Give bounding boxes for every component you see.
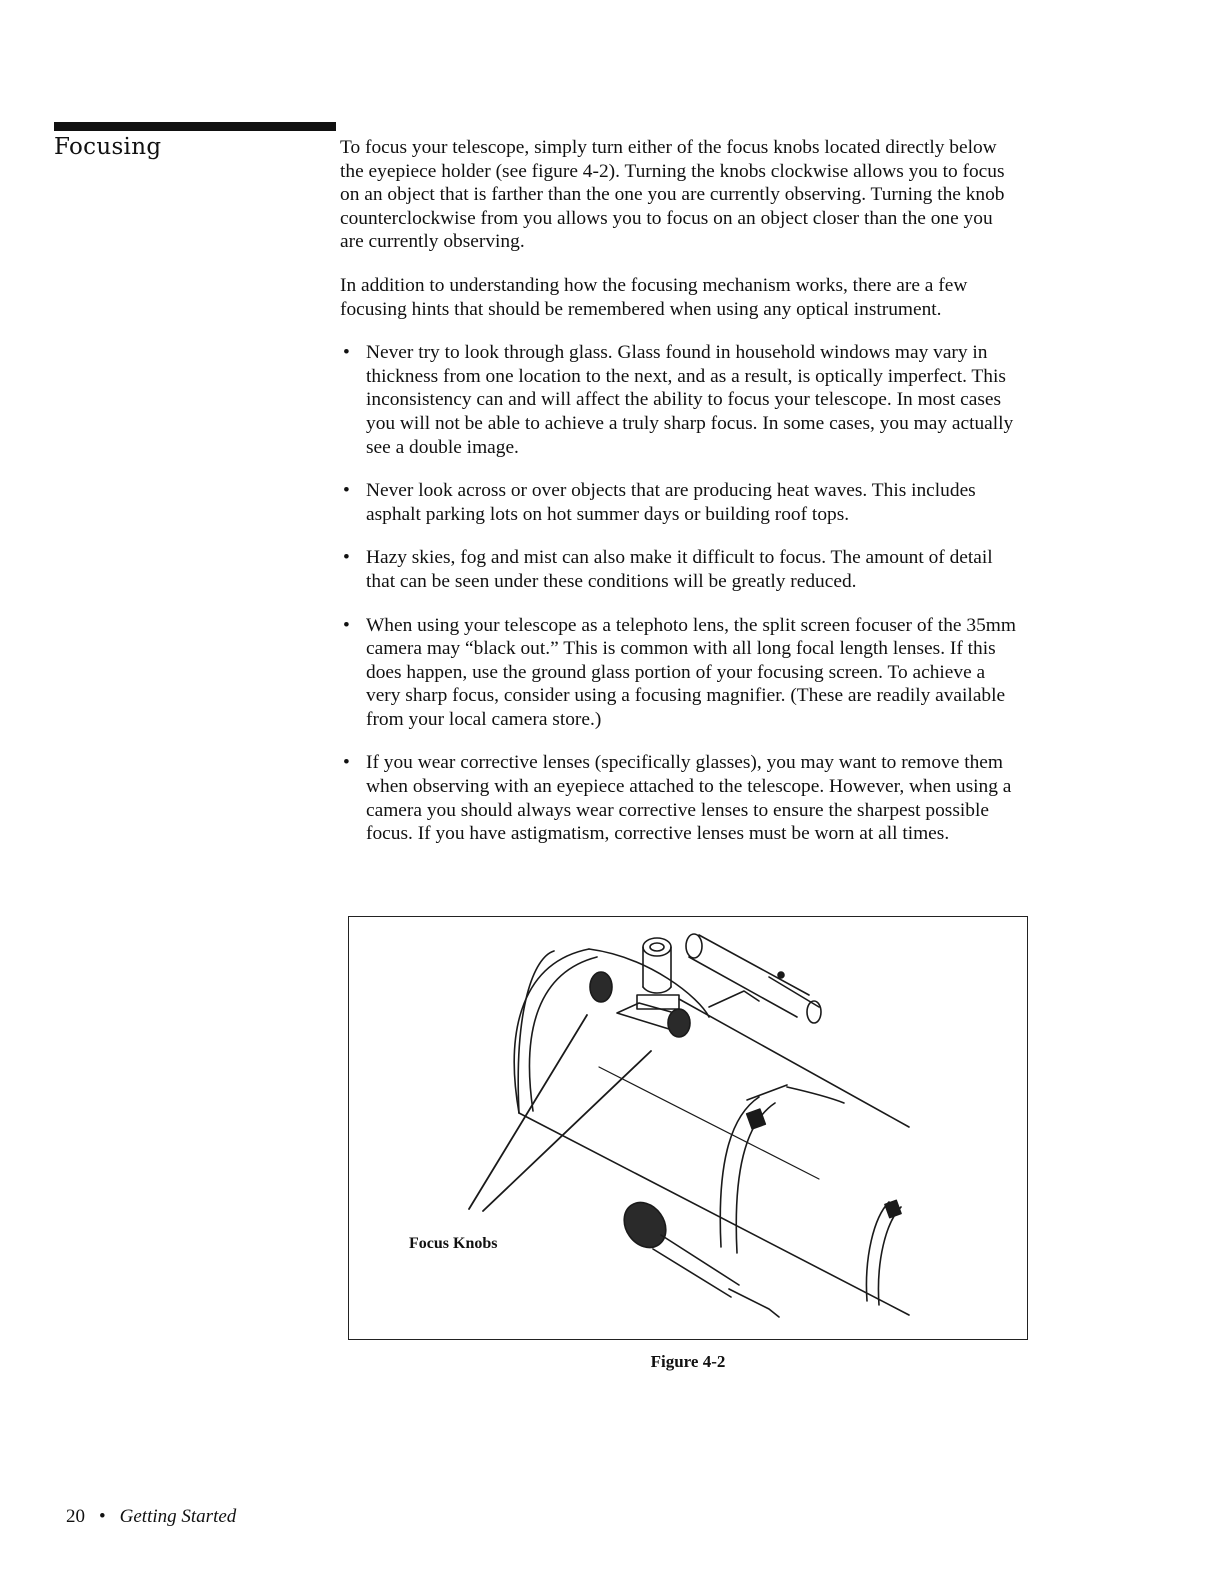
telescope-tube: [514, 949, 909, 1315]
finderscope: [686, 934, 821, 1023]
bullet-icon: •: [343, 752, 350, 774]
list-item-text: Never look across or over objects that are producing heat waves. This includes asphalt parking lots on hot summer days or building roof tops.: [366, 480, 976, 525]
list-item: [340, 341, 1020, 459]
tube-ring: [720, 1085, 901, 1305]
footer-separator: •: [99, 1506, 106, 1527]
bullet-icon: •: [343, 547, 350, 569]
bullet-icon: •: [343, 614, 350, 636]
list-item-text: Hazy skies, fog and mist can also make it difficult to focus. The amount of detail that can be seen under these conditions will be greatly reduced.: [366, 547, 993, 592]
focuser-assembly: [590, 938, 690, 1037]
bullet-icon: •: [343, 480, 350, 502]
page-number: 20: [66, 1506, 85, 1527]
slow-motion-knob: [616, 1194, 779, 1317]
list-item: [340, 546, 1020, 593]
body-text: [340, 136, 1020, 866]
telescope-illustration: [349, 917, 1028, 1340]
list-item-text: When using your telescope as a telephoto lens, the split screen focuser of the 35mm camera may “black out.” This is common with all long focal length lenses. If this does happen, use the ground glass portion of your focusing screen. To achieve a very sharp focus, consider using a focusing magnifier. (These are readily available from your local camera store.): [366, 614, 1016, 730]
callout-leader-lines: [469, 1015, 651, 1211]
list-item: [340, 751, 1020, 845]
page-footer: [66, 1506, 236, 1528]
figure-caption: Figure 4-2: [650, 1352, 726, 1371]
paragraph: To focus your telescope, simply turn either of the focus knobs located directly below the eyepiece holder (see figure 4-2). Turning the knobs clockwise allows you to focus on an object that is farther than the one you are currently observing. Turning the knob counterclockwise from you allows you to focus on an object closer than the one you are currently observing.: [340, 137, 1005, 253]
bullet-icon: •: [343, 342, 350, 364]
figure-frame: [348, 916, 1028, 1340]
section-rule: [54, 122, 336, 131]
focus-knobs-label: Focus Knobs: [409, 1235, 498, 1252]
section-title: Focusing: [54, 134, 162, 160]
list-item-text: If you wear corrective lenses (specifically glasses), you may want to remove them when observing with an eyepiece attached to the telescope. However, when using a camera you should always wear corrective lenses to ensure the sharpest possible focus. If you have astigmatism, corrective lenses must be worn at all times.: [366, 752, 1012, 845]
list-item-text: Never try to look through glass. Glass found in household windows may vary in thickness from one location to the next, and as a result, is optically imperfect. This inconsistency can and will affect the ability to focus your telescope. In most cases you will not be able to achieve a truly sharp focus. In some cases, you may actually see a double image.: [366, 342, 1014, 458]
list-item: [340, 614, 1020, 732]
paragraph: In addition to understanding how the focusing mechanism works, there are a few focusing hints that should be remembered when using any optical instrument.: [340, 274, 968, 320]
chapter-title: Getting Started: [119, 1506, 237, 1527]
list-item: [340, 479, 1020, 526]
focus-hints-list: [340, 341, 1020, 846]
